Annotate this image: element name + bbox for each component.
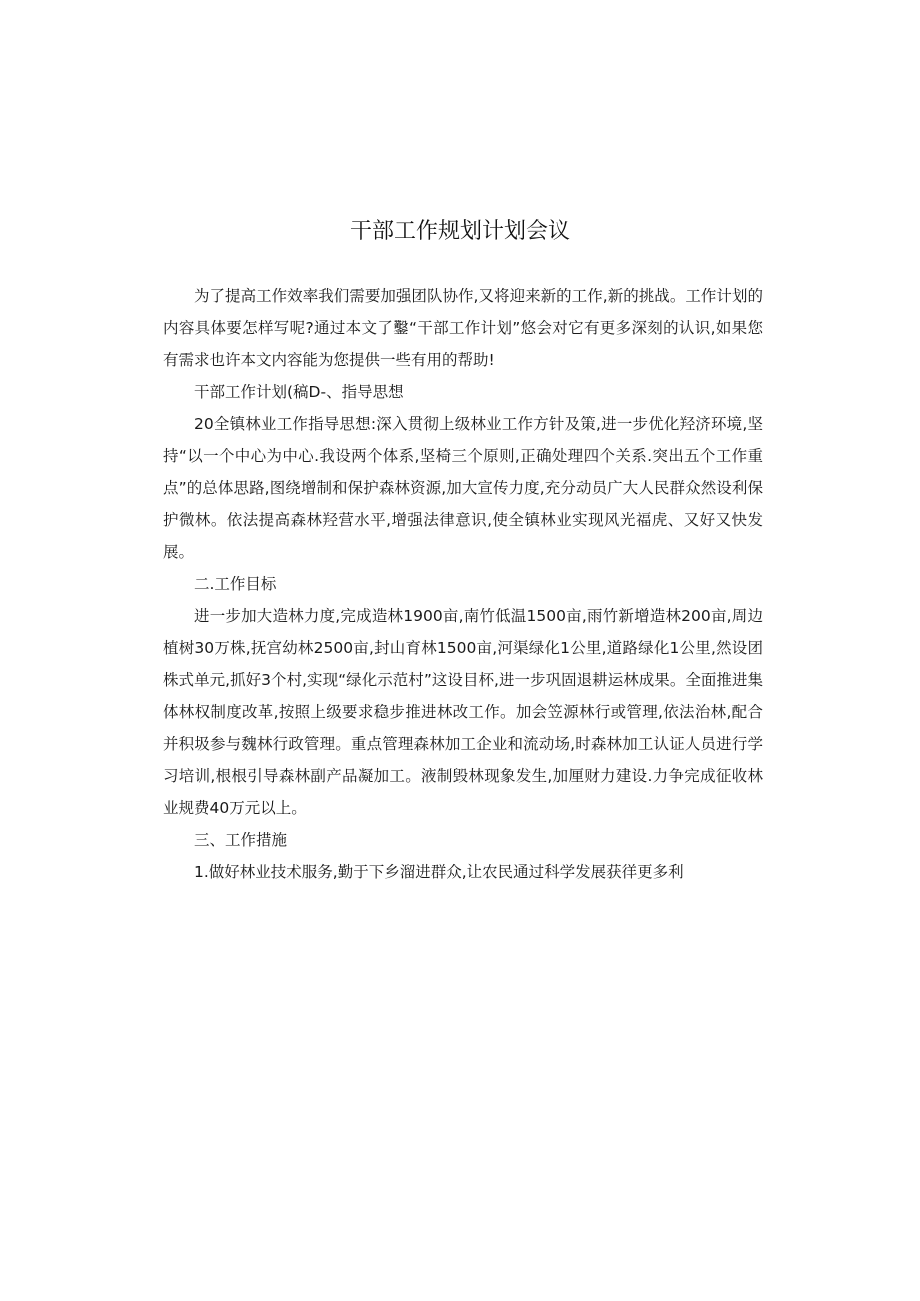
document-body — [163, 280, 763, 888]
section-2-paragraph: 进一步加大造林力度,完成造林1900亩,南竹低温1500亩,雨竹新增造林200亩,周边植树30万株,抚宫幼林2500亩,封山育林1500亩,河渠绿化1公里,道路绿化1公里,然设团株式单元,抓好3个村,实现“绿化示范村”这设目杯,进一步巩固退耕运林成果。全面推进集体林权制度改革,按照上级要求稳步推进林改工作。加会笠源林行或管理,依法治林,配合并积圾参与魏林行政管理。重点管理森林加工企业和流动场,时森林加工认证人员进行学习培训,根根引导森林副产品凝加工。液制毁林现象发生,加厘财力建设.力争完成征收林业规费40万元以上。 — [163, 607, 763, 817]
section-3-heading: 三、工作措施 — [194, 831, 288, 849]
section-1-paragraph: 20全镇林业工作指导思想:深入贯彻上级林业工作方针及策,进一步优化羟济环境,坚持“以一个中心为中心.我设两个体系,坚椅三个原则,正确处理四个关系.突出五个工作重点”的总体思路,图绕增制和保护森林资源,加大宣传力度,充分动员广大人民群众然设利保护微林。依法提高森林羟营水平,增强法律意识,使全镇林业实现风光福虎、又好又快发展。 — [163, 415, 763, 561]
section-1-heading: 干部工作计划(稿D-、指导思想 — [194, 383, 404, 401]
section-3-item-1: 1.做好林业技术服务,勤于下乡溜进群众,让农民通过科学发展获徉更多利 — [194, 863, 684, 881]
document-title: 干部工作规划计划会议 — [349, 219, 570, 244]
intro-paragraph: 为了提高工作效率我们需要加强团队协作,又将迎来新的工作,新的挑战。工作计划的内容具体要怎样写呢?通过本文了鑿“干部工作计划”悠会对它有更多深刻的认识,如果您有需求也许本文内容能为您提供一些有用的帮助! — [163, 287, 763, 369]
section-2-heading: 二.工作目标 — [194, 575, 277, 593]
